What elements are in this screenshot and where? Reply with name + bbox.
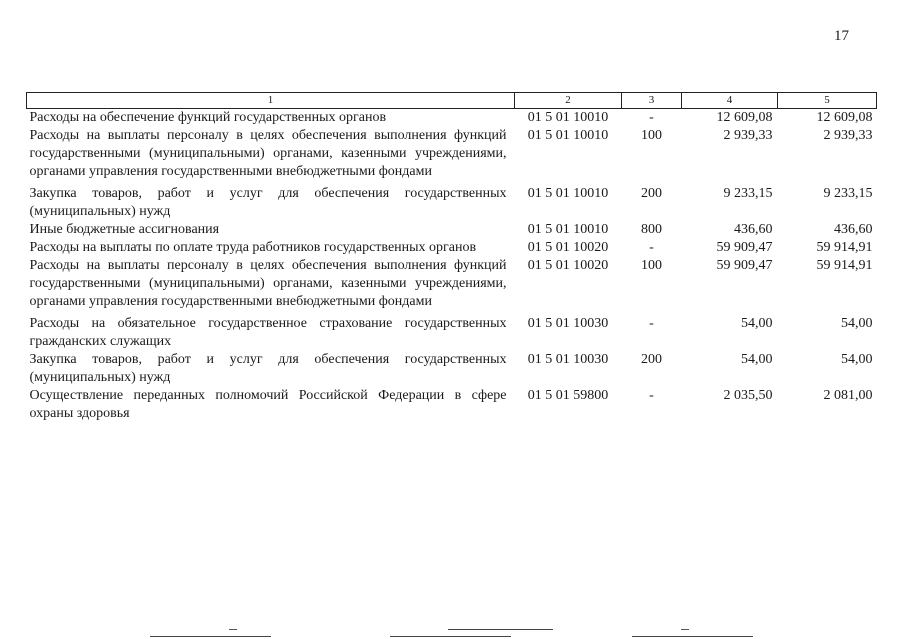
- expense-name: Осуществление переданных полномочий Российской Федерации в сфере охраны здоровья: [29, 388, 507, 421]
- footer-line: [448, 629, 553, 630]
- column-header-1: 1: [27, 93, 515, 109]
- amount-column-5: 12 609,08: [816, 110, 873, 125]
- table-row: [27, 315, 877, 351]
- footer-dash: [229, 629, 237, 630]
- expense-type-code: 200: [641, 186, 662, 201]
- footer-line: [632, 636, 753, 637]
- amount-column-4: 2 035,50: [723, 388, 773, 403]
- amount-column-4: 59 909,47: [716, 240, 773, 255]
- expense-name: Расходы на выплаты по оплате труда работников государственных органов: [29, 240, 477, 255]
- column-header-2: 2: [515, 93, 622, 109]
- expense-type-code: -: [649, 110, 654, 125]
- expense-type-code: 100: [641, 128, 662, 143]
- expense-type-code: -: [649, 388, 654, 403]
- expense-type-code: -: [649, 240, 654, 255]
- footer-dash: [681, 629, 689, 630]
- amount-column-5: 59 914,91: [816, 258, 873, 273]
- target-code: 01 5 01 59800: [527, 388, 609, 403]
- expense-name: Закупка товаров, работ и услуг для обеспечения государственных (муниципальных) нужд: [29, 352, 507, 385]
- table-row: [27, 351, 877, 387]
- column-header-4: 4: [682, 93, 778, 109]
- budget-table: [26, 92, 877, 423]
- table-row: [27, 387, 877, 423]
- expense-type-code: 100: [641, 258, 662, 273]
- expense-name: Расходы на выплаты персоналу в целях обеспечения выполнения функций государственными (муниципальными) органами, казенными учреждениями, органами управления государственными внебюджетными фондами: [29, 258, 507, 309]
- expense-type-code: -: [649, 316, 654, 331]
- amount-column-5: 2 081,00: [823, 388, 873, 403]
- amount-column-5: 436,60: [834, 222, 873, 237]
- target-code: 01 5 01 10010: [527, 222, 609, 237]
- amount-column-4: 54,00: [741, 316, 773, 331]
- table-row: [27, 239, 877, 257]
- table-row: [27, 257, 877, 315]
- expense-name: Закупка товаров, работ и услуг для обеспечения государственных (муниципальных) нужд: [29, 186, 507, 219]
- amount-column-4: 54,00: [741, 352, 773, 367]
- table-row: [27, 185, 877, 221]
- header-row: [27, 93, 877, 109]
- target-code: 01 5 01 10030: [527, 352, 609, 367]
- table-row: [27, 109, 877, 128]
- table-row: [27, 127, 877, 185]
- target-code: 01 5 01 10020: [527, 240, 609, 255]
- amount-column-5: 54,00: [841, 352, 873, 367]
- amount-column-4: 9 233,15: [723, 186, 773, 201]
- amount-column-5: 9 233,15: [823, 186, 873, 201]
- expense-name: Расходы на обязательное государственное страхование государственных гражданских служащих: [29, 316, 507, 349]
- expense-type-code: 800: [641, 222, 662, 237]
- column-header-3: 3: [622, 93, 682, 109]
- target-code: 01 5 01 10010: [527, 110, 609, 125]
- target-code: 01 5 01 10010: [527, 186, 609, 201]
- column-header-5: 5: [778, 93, 877, 109]
- target-code: 01 5 01 10010: [527, 128, 609, 143]
- amount-column-4: 436,60: [734, 222, 773, 237]
- page-number: 17: [834, 28, 849, 44]
- table-row: [27, 221, 877, 239]
- expense-name: Расходы на выплаты персоналу в целях обеспечения выполнения функций государственными (муниципальными) органами, казенными учреждениями, органами управления государственными внебюджетными фондами: [29, 128, 507, 179]
- expense-name: Иные бюджетные ассигнования: [29, 222, 220, 237]
- amount-column-5: 59 914,91: [816, 240, 873, 255]
- amount-column-5: 54,00: [841, 316, 873, 331]
- amount-column-4: 12 609,08: [716, 110, 773, 125]
- target-code: 01 5 01 10020: [527, 258, 609, 273]
- expense-type-code: 200: [641, 352, 662, 367]
- expense-name: Расходы на обеспечение функций государственных органов: [29, 110, 387, 125]
- footer-line: [150, 636, 271, 637]
- amount-column-4: 2 939,33: [723, 128, 773, 143]
- footer-line: [390, 636, 511, 637]
- target-code: 01 5 01 10030: [527, 316, 609, 331]
- amount-column-4: 59 909,47: [716, 258, 773, 273]
- amount-column-5: 2 939,33: [823, 128, 873, 143]
